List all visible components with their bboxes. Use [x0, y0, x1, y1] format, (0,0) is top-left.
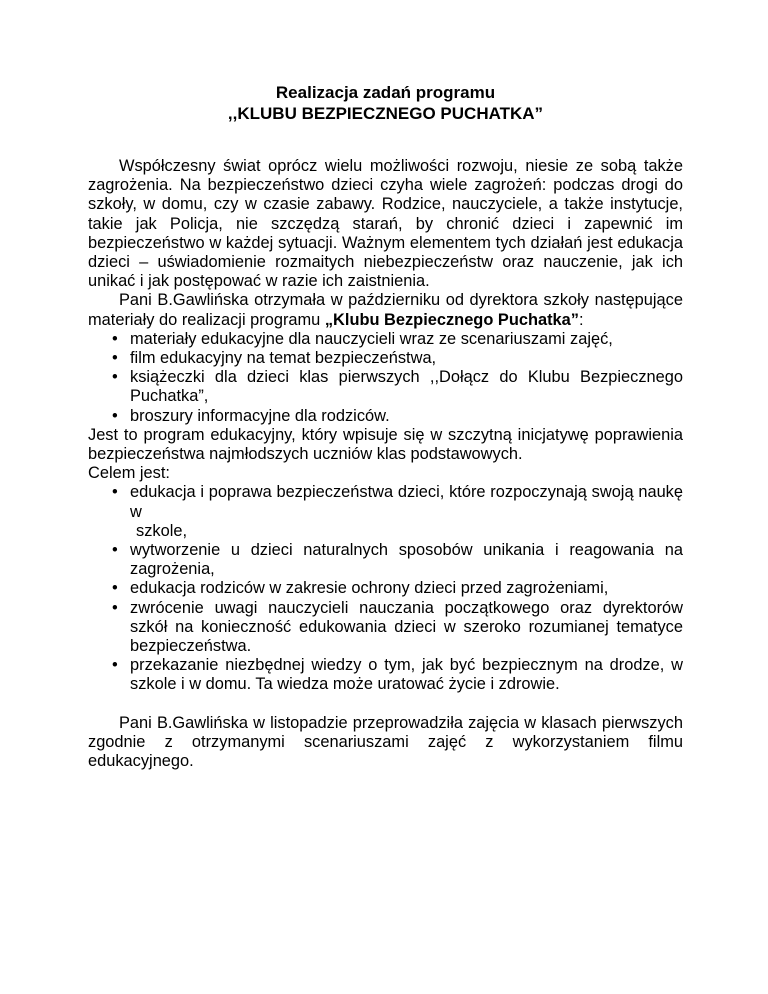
- paragraph-summary: Pani B.Gawlińska w listopadzie przeprowadziła zajęcia w klasach pierwszych zgodnie z otrzymanymi scenariuszami zajęć z wykorzystaniem filmu edukacyjnego.: [88, 713, 683, 771]
- bullet-icon: •: [112, 541, 118, 560]
- bullet-icon: •: [112, 656, 118, 675]
- list-item-text: przekazanie niezbędnej wiedzy o tym, jak być bezpiecznym na drodze, w szkole i w domu. Ta wiedza może uratować życie i zdrowie.: [130, 656, 683, 694]
- list-item: [112, 406, 683, 426]
- list-item: [112, 656, 683, 694]
- bullet-icon: •: [112, 406, 118, 425]
- list-item: [112, 368, 683, 406]
- goals-list: [88, 483, 683, 694]
- paragraph-program-description: Jest to program edukacyjny, który wpisuje się w szczytną inicjatywę poprawienia bezpieczeństwa najmłodszych uczniów klas podstawowych.: [88, 425, 683, 464]
- paragraph-materials-suffix: :: [578, 310, 584, 329]
- paragraph-intro: Współczesny świat oprócz wielu możliwości rozwoju, niesie ze sobą także zagrożenia. Na bezpieczeństwo dzieci czyha wiele zagrożeń: podczas drogi do szkoły, w domu, czy w czasie zabawy. Rodzice, nauczyciele, a także instytucje, takie jak Policja, nie szczędzą starań, by chronić dzieci i zapewnić im bezpieczeństwo w każdej sytuacji. Ważnym elementem tych działań jest edukacja dzieci – uświadomienie rozmaitych niebezpieczeństw oraz nauczenie, jak ich unikać i jak postępować w razie ich zaistnienia.: [88, 157, 683, 291]
- page-title-line1: Realizacja zadań programu: [275, 83, 496, 102]
- list-item-text: edukacja rodziców w zakresie ochrony dzieci przed zagrożeniami,: [130, 579, 609, 598]
- bullet-icon: •: [112, 329, 118, 348]
- bullet-icon: •: [112, 349, 118, 368]
- list-item-text: książeczki dla dzieci klas pierwszych ,,Dołącz do Klubu Bezpiecznego Puchatka”,: [130, 368, 683, 406]
- bullet-icon: •: [112, 483, 118, 502]
- materials-list: [88, 330, 683, 426]
- list-item: [112, 329, 683, 349]
- list-item-text: edukacja i poprawa bezpieczeństwa dzieci, które rozpoczynają swoją naukę w: [130, 483, 683, 521]
- list-item: [112, 579, 683, 598]
- list-item-text: broszury informacyjne dla rodziców.: [130, 406, 390, 425]
- list-item-text-continued: szkole,: [136, 521, 188, 540]
- goals-intro: Celem jest:: [88, 464, 170, 483]
- list-item-text: wytworzenie u dzieci naturalnych sposobów unikania i reagowania na zagrożenia,: [130, 541, 683, 579]
- list-item-text: materiały edukacyjne dla nauczycieli wraz ze scenariuszami zajęć,: [130, 329, 613, 348]
- paragraph-materials-intro: [88, 291, 683, 329]
- paragraph-spacer: [88, 695, 683, 714]
- list-item-text: zwrócenie uwagi nauczycieli nauczania początkowego oraz dyrektorów szkół na konieczność edukowania dzieci w szeroko rozumianej tematyce bezpieczeństwa.: [130, 598, 683, 656]
- paragraph-materials-text: Pani B.Gawlińska otrzymała w październiku od dyrektora szkoły następujące materiały do realizacji programu: [88, 291, 683, 329]
- bullet-icon: •: [112, 368, 118, 387]
- bullet-icon: •: [112, 598, 118, 617]
- program-name: „Klubu Bezpiecznego Puchatka”: [324, 310, 579, 329]
- list-item-text: film edukacyjny na temat bezpieczeństwa,: [130, 349, 437, 368]
- bullet-icon: •: [112, 579, 118, 598]
- list-item: [112, 483, 683, 541]
- title-block: [88, 82, 683, 124]
- document-page: [88, 82, 683, 771]
- list-item: [112, 598, 683, 657]
- list-item: [112, 541, 683, 579]
- page-title-line2: ,,KLUBU BEZPIECZNEGO PUCHATKA”: [227, 104, 544, 123]
- list-item: [112, 349, 683, 368]
